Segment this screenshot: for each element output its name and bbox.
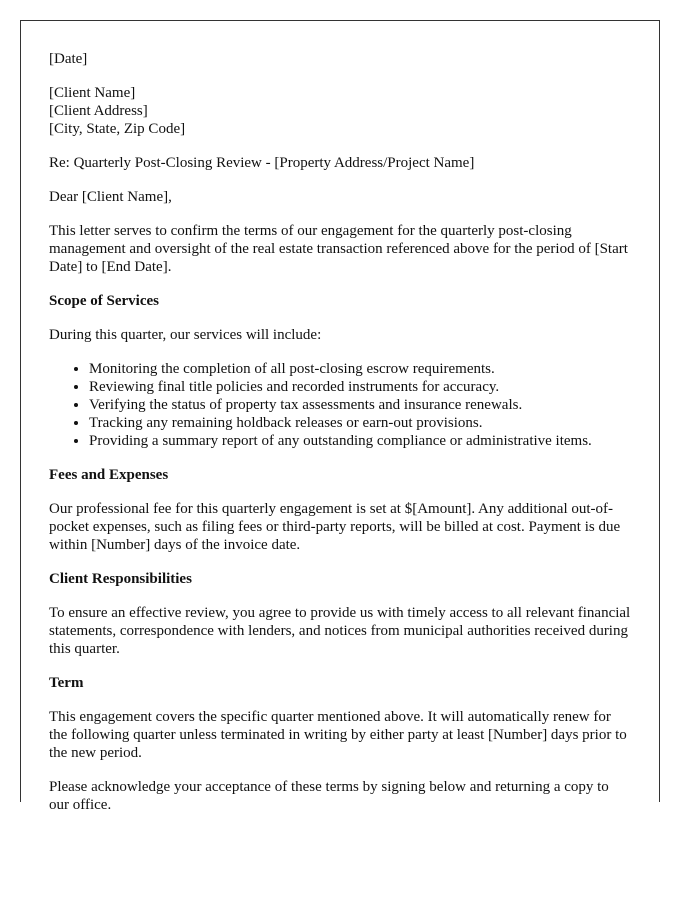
recipient-name: [Client Name] — [49, 85, 136, 101]
list-item: • Providing a summary report of any outstanding compliance or administrative items. — [89, 432, 631, 450]
list-item: • Verifying the status of property tax assessments and insurance renewals. — [89, 396, 631, 414]
fees-heading: Fees and Expenses — [49, 467, 169, 483]
scope-lead: During this quarter, our services will include: — [49, 327, 322, 343]
list-item: • Reviewing final title policies and recorded instruments for accuracy. — [89, 378, 631, 396]
scope-list — [49, 360, 631, 450]
date: [Date] — [49, 51, 88, 67]
closing-paragraph: Please acknowledge your acceptance of these terms by signing below and returning a copy to our office. — [49, 779, 609, 813]
salutation: Dear [Client Name], — [49, 189, 172, 205]
recipient-city: [City, State, Zip Code] — [49, 121, 186, 137]
fees-paragraph: Our professional fee for this quarterly engagement is set at $[Amount]. Any additional out-of-pocket expenses, such as filing fees or third-party reports, will be billed at cost. Payment is due within [Number] days of the invoice date. — [49, 501, 621, 553]
term-paragraph: This engagement covers the specific quarter mentioned above. It will automatically renew for the following quarter unless terminated in writing by either party at least [Number] days prior to the new period. — [49, 709, 627, 761]
list-item: • Tracking any remaining holdback releases or earn-out provisions. — [89, 414, 631, 432]
recipient-block — [49, 84, 631, 138]
letter-page — [20, 20, 660, 813]
term-heading: Term — [49, 675, 84, 691]
client-responsibilities-paragraph: To ensure an effective review, you agree to provide us with timely access to all relevant financial statements, correspondence with lenders, and notices from municipal authorities received during this quarter. — [49, 605, 631, 657]
intro-paragraph: This letter serves to confirm the terms of our engagement for the quarterly post-closing management and oversight of the real estate transaction referenced above for the period of [Start Date] to [End Date]. — [49, 223, 628, 275]
recipient-address: [Client Address] — [49, 103, 148, 119]
scope-heading: Scope of Services — [49, 293, 159, 309]
subject-line: Re: Quarterly Post-Closing Review - [Property Address/Project Name] — [49, 155, 475, 171]
list-item: • Monitoring the completion of all post-closing escrow requirements. — [89, 360, 631, 378]
client-responsibilities-heading: Client Responsibilities — [49, 571, 192, 587]
